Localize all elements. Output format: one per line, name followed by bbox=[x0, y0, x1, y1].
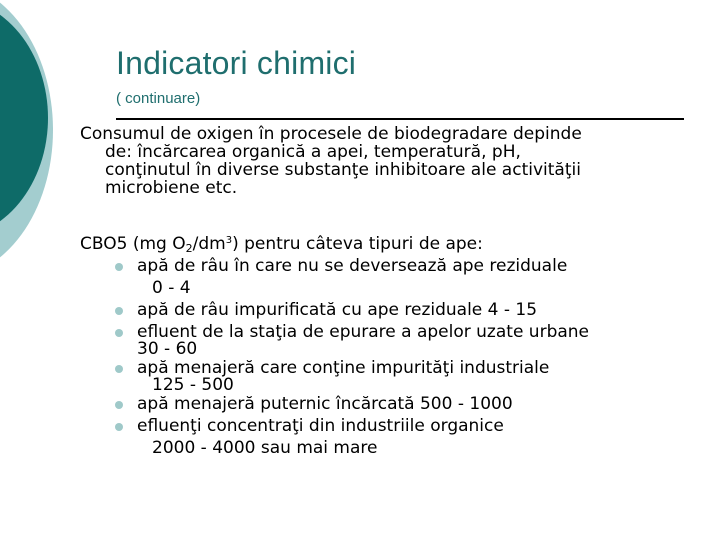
paragraph-line: conţinutul în diverse substanţe inhibitoare ale activităţii bbox=[105, 160, 581, 180]
list-item bbox=[80, 255, 700, 299]
cbo5-section bbox=[80, 233, 700, 459]
bullet-icon bbox=[115, 263, 123, 271]
item-value: 0 - 4 bbox=[152, 278, 191, 298]
paragraph-line: Consumul de oxigen în procesele de biodegradare depinde bbox=[80, 124, 582, 144]
list-item bbox=[80, 357, 700, 393]
bullet-icon bbox=[115, 423, 123, 431]
item-text: efluenţi concentraţi din industriile organice bbox=[137, 416, 504, 436]
item-text: efluent de la staţia de epurare a apelor uzate urbane bbox=[137, 322, 590, 342]
bullet-icon bbox=[115, 401, 123, 409]
list-item bbox=[80, 393, 700, 415]
list-item bbox=[80, 299, 700, 321]
list-item bbox=[80, 415, 700, 459]
item-text: apă de râu impurificată cu ape reziduale 4 - 15 bbox=[137, 300, 538, 320]
dark-teal-circle bbox=[0, 0, 48, 238]
water-types-list bbox=[80, 255, 700, 459]
bullet-icon bbox=[115, 365, 123, 373]
slide-title: Indicatori chimici bbox=[116, 45, 357, 81]
item-value: 125 - 500 bbox=[152, 375, 234, 395]
item-value: 30 - 60 bbox=[137, 339, 198, 359]
paragraph-line: microbiene etc. bbox=[105, 178, 238, 198]
item-text: apă de râu în care nu se deversează ape reziduale bbox=[137, 256, 568, 276]
bullet-icon bbox=[115, 307, 123, 315]
oxygen-consumption-paragraph bbox=[80, 125, 690, 197]
item-value: 2000 - 4000 sau mai mare bbox=[152, 438, 378, 458]
bullet-icon bbox=[115, 329, 123, 337]
title-divider bbox=[116, 118, 684, 120]
item-text: apă menajeră puternic încărcată 500 - 1000 bbox=[137, 394, 513, 414]
cbo5-heading: CBO5 (mg $O_2/dm^3$) pentru câteva tipuri de ape: bbox=[80, 234, 483, 255]
item-text: apă menajeră care conţine impurităţi industriale bbox=[137, 358, 550, 378]
light-teal-circle bbox=[0, 0, 53, 278]
paragraph-line: de: încărcarea organică a apei, temperatură, pH, bbox=[105, 142, 521, 162]
slide-subtitle: ( continuare) bbox=[116, 90, 201, 107]
list-item bbox=[80, 321, 700, 357]
